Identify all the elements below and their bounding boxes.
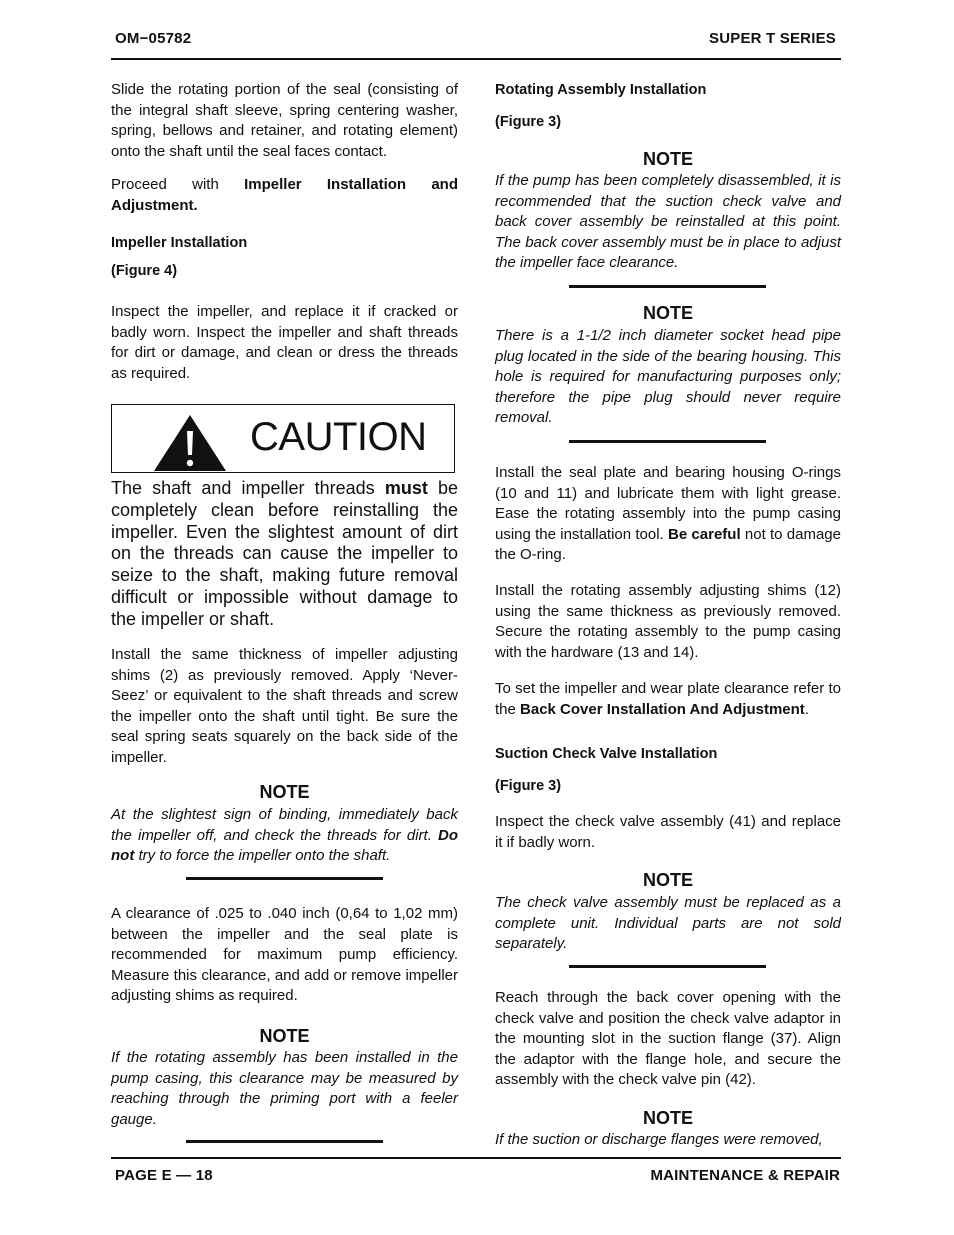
pipe-plug-note: There is a 1-1/2 inch diameter socket head pipe plug located in the side of the bearing housing. This hole is required for manufacturing purposes only; therefore the pipe plug should never require removal.	[495, 327, 841, 427]
header-rule	[111, 58, 841, 60]
impeller-installation-heading: Impeller Installation	[111, 235, 248, 251]
doc-number: OM−05782	[115, 30, 192, 47]
check-valve-figure-ref: (Figure 3)	[495, 778, 562, 794]
binding-note: At the slightest sign of binding, immediately back the impeller off, and check the threads for dirt. Do not try to force the impeller onto the shaft.	[111, 806, 458, 865]
note-title: NOTE	[642, 303, 693, 323]
proceed-paragraph: Proceed with Impeller Installation and Adjustment.	[111, 176, 458, 214]
seal-plate-paragraph: Install the seal plate and bearing housing O-rings (10 and 11) and lubricate them with light grease. Ease the rotating assembly into the pump casing using the installation tool. Be careful not to damage the O-ring.	[495, 464, 841, 564]
note-separator	[569, 440, 766, 443]
flanges-note: If the suction or discharge flanges were removed,	[495, 1131, 823, 1148]
caution-label: CAUTION	[250, 415, 427, 459]
impeller-figure-ref: (Figure 4)	[111, 263, 178, 279]
warning-triangle-icon	[152, 413, 228, 473]
note-separator	[569, 285, 766, 288]
note-title: NOTE	[259, 782, 310, 802]
note-title: NOTE	[642, 870, 693, 890]
feeler-gauge-note: If the rotating assembly has been installed in the pump casing, this clearance may be measured by reaching through the priming port with a feeler gauge.	[111, 1049, 458, 1128]
caution-banner	[111, 404, 455, 473]
clearance-reference-paragraph: To set the impeller and wear plate clearance refer to the Back Cover Installation And Adjustment.	[495, 680, 841, 718]
seal-slide-paragraph: Slide the rotating portion of the seal (consisting of the integral shaft sleeve, spring centering washer, spring, bellows and retainer, and rotating element) onto the shaft until the seal faces contact.	[111, 81, 458, 160]
rotating-assembly-heading: Rotating Assembly Installation	[495, 82, 707, 98]
caution-text: The shaft and impeller threads must be completely clean before reinstalling the impeller. Even the slightest amount of dirt on the threads can cause the impeller to seize to the shaft, making future removal difficult or impossible without damage to the impeller or shaft.	[111, 478, 458, 629]
inspect-impeller-paragraph: Inspect the impeller, and replace it if cracked or badly worn. Inspect the impeller and shaft threads for dirt or damage, and clean or dress the threads as required.	[111, 303, 458, 382]
suction-check-valve-heading: Suction Check Valve Installation	[495, 746, 718, 762]
series-title: SUPER T SERIES	[709, 30, 836, 47]
adjusting-shims-paragraph: Install the rotating assembly adjusting shims (12) using the same thickness as previously removed. Secure the rotating assembly to the pump casing with the hardware (13 and 14).	[495, 582, 841, 661]
note-separator	[186, 1140, 383, 1143]
page-number: PAGE E — 18	[115, 1167, 213, 1184]
note-title: NOTE	[259, 1026, 310, 1046]
clearance-paragraph: A clearance of .025 to .040 inch (0,64 to 1,02 mm) between the impeller and the seal plate is recommended for maximum pump efficiency. Measure this clearance, and add or remove impeller adjusting shims as required.	[111, 905, 458, 1005]
note-separator	[569, 965, 766, 968]
section-title: MAINTENANCE & REPAIR	[650, 1167, 840, 1184]
rotating-figure-ref: (Figure 3)	[495, 114, 562, 130]
disassembled-note: If the pump has been completely disassembled, it is recommended that the suction check valve and back cover assembly be reinstalled at this point. The back cover assembly must be in place to adjust the impeller face clearance.	[495, 172, 841, 272]
note-title: NOTE	[642, 149, 693, 169]
footer-rule	[111, 1157, 841, 1159]
inspect-check-valve-paragraph: Inspect the check valve assembly (41) and replace it if badly worn.	[495, 813, 841, 851]
note-separator	[186, 877, 383, 880]
install-shims-paragraph: Install the same thickness of impeller adjusting shims (2) as previously removed. Apply ‘Never-Seez’ or equivalent to the shaft threads and screw the impeller onto the shaft until tight. Be sure the seal spring seats squarely on the back side of the impeller.	[111, 646, 458, 766]
check-valve-unit-note: The check valve assembly must be replaced as a complete unit. Individual parts are not sold separately.	[495, 894, 841, 953]
reach-through-paragraph: Reach through the back cover opening with the check valve and position the check valve adaptor in the mounting slot in the suction flange (37). Align the adaptor with the flange hole, and secure the assembly with the check valve pin (42).	[495, 989, 841, 1089]
note-title: NOTE	[642, 1108, 693, 1128]
